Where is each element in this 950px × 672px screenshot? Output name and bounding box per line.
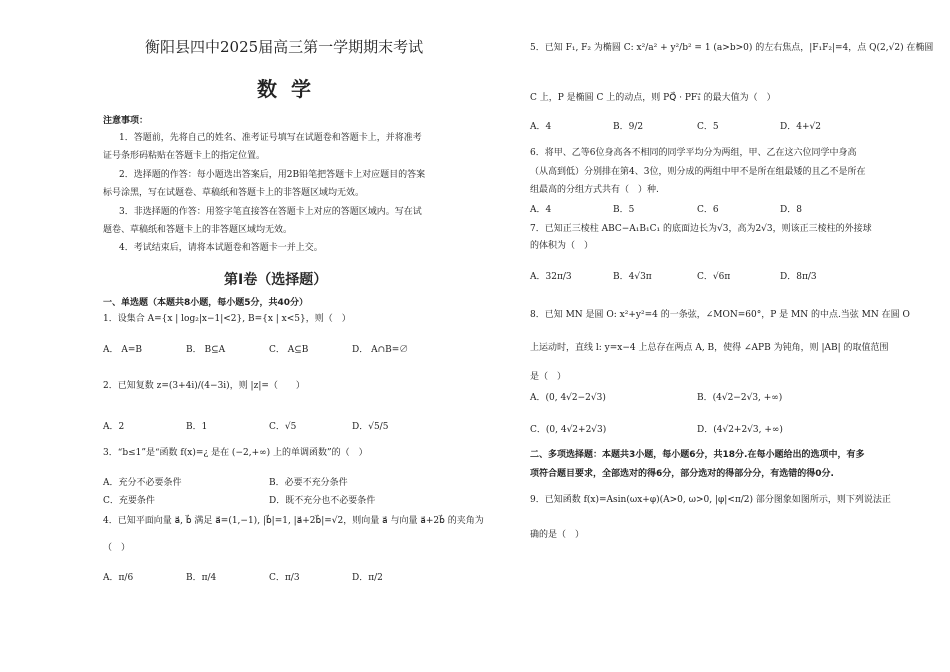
question-2-option-B: B．1 bbox=[186, 422, 208, 432]
question-4-option-D: D．π/2 bbox=[352, 573, 383, 583]
question-6-option-B: B．5 bbox=[613, 205, 635, 215]
subject-title: 数学 bbox=[257, 77, 325, 101]
question-5-stem: 5．已知 F₁, F₂ 为椭圆 C: x²/a² + y²/b² = 1 (a>b>0) 的左右焦点，|F₁F₂|=4，点 Q(2,√2) 在椭圆 bbox=[530, 43, 934, 53]
question-8-option-C: C．(0, 4√2+2√3) bbox=[530, 425, 607, 435]
question-8-option-D: D．(4√2+2√3, +∞) bbox=[697, 425, 783, 435]
notice-line: 4．考试结束后，请将本试题卷和答题卡一并上交。 bbox=[119, 243, 323, 253]
question-7-option-C: C．√6π bbox=[697, 272, 731, 282]
question-6-stem: 组最高的分组方式共有（ ）种. bbox=[530, 185, 659, 195]
question-4-stem: （ ） bbox=[103, 543, 131, 553]
section2-heading: 项符合题目要求，全部选对的得6分，部分选对的得部分分，有选错的得0分. bbox=[530, 469, 834, 479]
question-6-option-A: A．4 bbox=[530, 205, 552, 215]
question-2-option-A: A．2 bbox=[103, 422, 125, 432]
question-2-option-C: C．√5 bbox=[269, 422, 297, 432]
question-5-option-D: D．4+√2 bbox=[780, 122, 821, 132]
section2-heading: 二、多项选择题：本题共3小题，每小题6分，共18分.在每小题给出的选项中，有多 bbox=[530, 450, 865, 460]
question-6-stem: 6．将甲、乙等6位身高各不相同的同学平均分为两组，甲、乙在这六位同学中身高 bbox=[530, 148, 857, 158]
notice-heading: 注意事项： bbox=[103, 116, 149, 126]
question-7-option-B: B．4√3π bbox=[613, 272, 652, 282]
notice-line: 3．非选择题的作答：用签字笔直接答在答题卡上对应的答题区域内。写在试 bbox=[119, 207, 422, 217]
notice-line: 题卷、草稿纸和答题卡上的非答题区域均无效。 bbox=[103, 225, 293, 235]
question-6-option-C: C．6 bbox=[697, 205, 719, 215]
question-5-stem: C 上，P 是椭圆 C 上的动点，则 PQ⃗ · PF₁⃗ 的最大值为（ ） bbox=[530, 93, 776, 103]
question-2-stem: 2．已知复数 z=(3+4i)/(4−3i)，则 |z|=（ ） bbox=[103, 381, 305, 391]
question-3-option-B: B．必要不充分条件 bbox=[269, 478, 348, 488]
question-1-option-B: B． B⊆A bbox=[186, 345, 226, 355]
exam-title: 衡阳县四中2025届高三第一学期期末考试 bbox=[145, 38, 424, 56]
question-5-option-C: C．5 bbox=[697, 122, 719, 132]
question-2-option-D: D．√5/5 bbox=[352, 422, 389, 432]
question-7-stem: 的体积为（ ） bbox=[530, 241, 594, 251]
question-3-option-D: D．既不充分也不必要条件 bbox=[269, 496, 376, 506]
question-4-option-A: A．π/6 bbox=[103, 573, 134, 583]
question-1-stem: 1．设集合 A={x | log₂|x−1|<2}, B={x | x<5}，则（ ） bbox=[103, 314, 351, 324]
notice-line: 1．答题前，先将自己的姓名、准考证号填写在试题卷和答题卡上，并将准考 bbox=[119, 133, 422, 143]
question-4-option-C: C．π/3 bbox=[269, 573, 300, 583]
question-3-option-A: A．充分不必要条件 bbox=[103, 478, 182, 488]
question-7-option-D: D．8π/3 bbox=[780, 272, 817, 282]
part1-title: 第Ⅰ卷（选择题） bbox=[224, 272, 328, 288]
question-5-option-B: B．9/2 bbox=[613, 122, 644, 132]
question-4-stem: 4．已知平面向量 a⃗, b⃗ 满足 a⃗=(1,−1), |b⃗|=1, |a⃗+2b⃗|=√2，则向量 a⃗ 与向量 a⃗+2b⃗ 的夹角为 bbox=[103, 516, 484, 526]
question-6-stem: （从高到低）分别排在第4、3位，则分成的两组中甲不是所在组最矮的且乙不是所在 bbox=[530, 167, 866, 177]
notice-line: 证号条形码粘贴在答题卡上的指定位置。 bbox=[103, 151, 266, 161]
question-3-option-C: C．充要条件 bbox=[103, 496, 155, 506]
question-8-option-B: B．(4√2−2√3, +∞) bbox=[697, 393, 783, 403]
question-8-stem: 上运动时，直线 l: y=x−4 上总存在两点 A, B，使得 ∠APB 为钝角，则 |AB| 的取值范围 bbox=[530, 343, 889, 353]
question-8-option-A: A．(0, 4√2−2√3) bbox=[530, 393, 606, 403]
notice-line: 标号涂黑，写在试题卷、草稿纸和答题卡上的非答题区域均无效。 bbox=[103, 188, 365, 198]
question-5-option-A: A．4 bbox=[530, 122, 552, 132]
question-3-stem: 3．“b≤1”是“函数 f(x)=¿ 是在 (−2,+∞) 上的单调函数”的（ ） bbox=[103, 448, 368, 458]
question-7-option-A: A．32π/3 bbox=[530, 272, 572, 282]
question-6-option-D: D．8 bbox=[780, 205, 802, 215]
question-7-stem: 7．已知正三棱柱 ABC−A₁B₁C₁ 的底面边长为√3，高为2√3，则该正三棱柱的外接球 bbox=[530, 224, 872, 234]
question-9-stem: 确的是（ ） bbox=[530, 530, 585, 540]
question-1-option-D: D． A∩B=∅ bbox=[352, 345, 409, 355]
question-8-stem: 8．已知 MN 是圆 O: x²+y²=4 的一条弦，∠MON=60°，P 是 MN 的中点.当弦 MN 在圆 O bbox=[530, 310, 910, 320]
question-4-option-B: B．π/4 bbox=[186, 573, 217, 583]
notice-line: 2．选择题的作答：每小题选出答案后，用2B铅笔把答题卡上对应题目的答案 bbox=[119, 170, 426, 180]
section1-heading: 一、单选题（本题共8小题，每小题5分，共40分） bbox=[103, 298, 309, 308]
question-8-stem: 是（ ） bbox=[530, 372, 567, 382]
question-1-option-A: A． A=B bbox=[103, 345, 143, 355]
question-1-option-C: C． A⊆B bbox=[269, 345, 309, 355]
question-9-stem: 9．已知函数 f(x)=Asin(ωx+φ)(A>0, ω>0, |φ|<π/2) 部分图象如图所示，则下列说法正 bbox=[530, 495, 891, 505]
